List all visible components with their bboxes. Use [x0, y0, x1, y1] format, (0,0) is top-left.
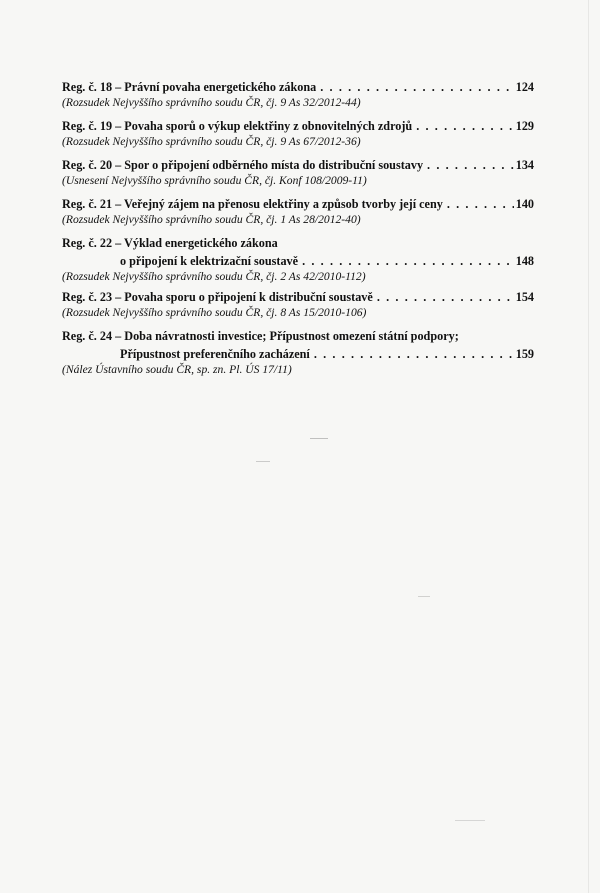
toc-entry-source: (Rozsudek Nejvyššího správního soudu ČR, čj. 1 As 28/2012-40)	[62, 213, 361, 226]
page-number: 124	[515, 80, 534, 94]
page-number: 154	[515, 290, 534, 304]
toc-entry-title-line	[62, 197, 534, 212]
page-number: 134	[515, 158, 534, 172]
toc-entry-title-continued: o připojení k elektrizační soustavě	[120, 254, 299, 268]
toc-entry-23[interactable]	[62, 290, 534, 320]
toc-entry-source: (Rozsudek Nejvyššího správního soudu ČR, čj. 9 As 32/2012-44)	[62, 96, 361, 109]
toc-entry-title: Reg. č. 18 – Právní povaha energetického zákona	[62, 80, 317, 94]
dot-leader	[427, 158, 514, 173]
toc-entry-title: Reg. č. 20 – Spor o připojení odběrného místa do distribuční soustavy	[62, 158, 424, 172]
toc-entry-22[interactable]	[62, 236, 534, 284]
toc-entry-title-line	[62, 119, 534, 134]
toc-entry-source: (Usnesení Nejvyššího správního soudu ČR, čj. Konf 108/2009-11)	[62, 174, 367, 187]
scan-speck	[588, 0, 589, 893]
page-number: 159	[515, 347, 534, 361]
toc-entry-source: (Rozsudek Nejvyššího správního soudu ČR, čj. 9 As 67/2012-36)	[62, 135, 361, 148]
toc-entry-title-line	[62, 158, 534, 173]
toc-entry-title: Reg. č. 24 – Doba návratnosti investice; Přípustnost omezení státní podpory;	[62, 329, 459, 343]
toc-entry-title: Reg. č. 19 – Povaha sporů o výkup elektřiny z obnovitelných zdrojů	[62, 119, 413, 133]
toc-entry-title-line-2	[62, 347, 534, 362]
toc-entry-title-line-2	[62, 254, 534, 269]
toc-entry-19[interactable]	[62, 119, 534, 149]
scan-speck	[418, 596, 430, 597]
page-number: 140	[515, 197, 534, 211]
toc-entry-title-continued: Přípustnost preferenčního zacházení	[120, 347, 310, 361]
dot-leader	[320, 80, 513, 95]
page-number: 129	[515, 119, 534, 133]
toc-entry-source: (Nález Ústavního soudu ČR, sp. zn. Pl. ÚS 17/11)	[62, 363, 292, 376]
toc-entry-title-line	[62, 290, 534, 305]
scan-speck	[310, 438, 328, 439]
toc-entry-title: Reg. č. 23 – Povaha sporu o připojení k distribuční soustavě	[62, 290, 373, 304]
dot-leader	[377, 290, 514, 305]
toc-entry-title-line	[62, 80, 534, 95]
toc-entry-title-line	[62, 236, 534, 251]
page-number: 148	[515, 254, 534, 268]
dot-leader	[302, 254, 514, 269]
scan-speck	[256, 461, 270, 462]
toc-entry-20[interactable]	[62, 158, 534, 188]
toc-entry-source: (Rozsudek Nejvyššího správního soudu ČR, čj. 8 As 15/2010-106)	[62, 306, 367, 319]
dot-leader	[314, 347, 514, 362]
toc-entry-21[interactable]	[62, 197, 534, 227]
dot-leader	[447, 197, 514, 212]
toc-entry-title: Reg. č. 22 – Výklad energetického zákona	[62, 236, 278, 250]
scan-speck	[455, 820, 485, 821]
toc-entry-24[interactable]	[62, 329, 534, 377]
toc-entry-18[interactable]	[62, 80, 534, 110]
toc-entry-title: Reg. č. 21 – Veřejný zájem na přenosu elektřiny a způsob tvorby její ceny	[62, 197, 443, 211]
toc-entry-title-line	[62, 329, 534, 344]
toc-entry-source: (Rozsudek Nejvyššího správního soudu ČR, čj. 2 As 42/2010-112)	[62, 270, 366, 283]
dot-leader	[416, 119, 514, 134]
